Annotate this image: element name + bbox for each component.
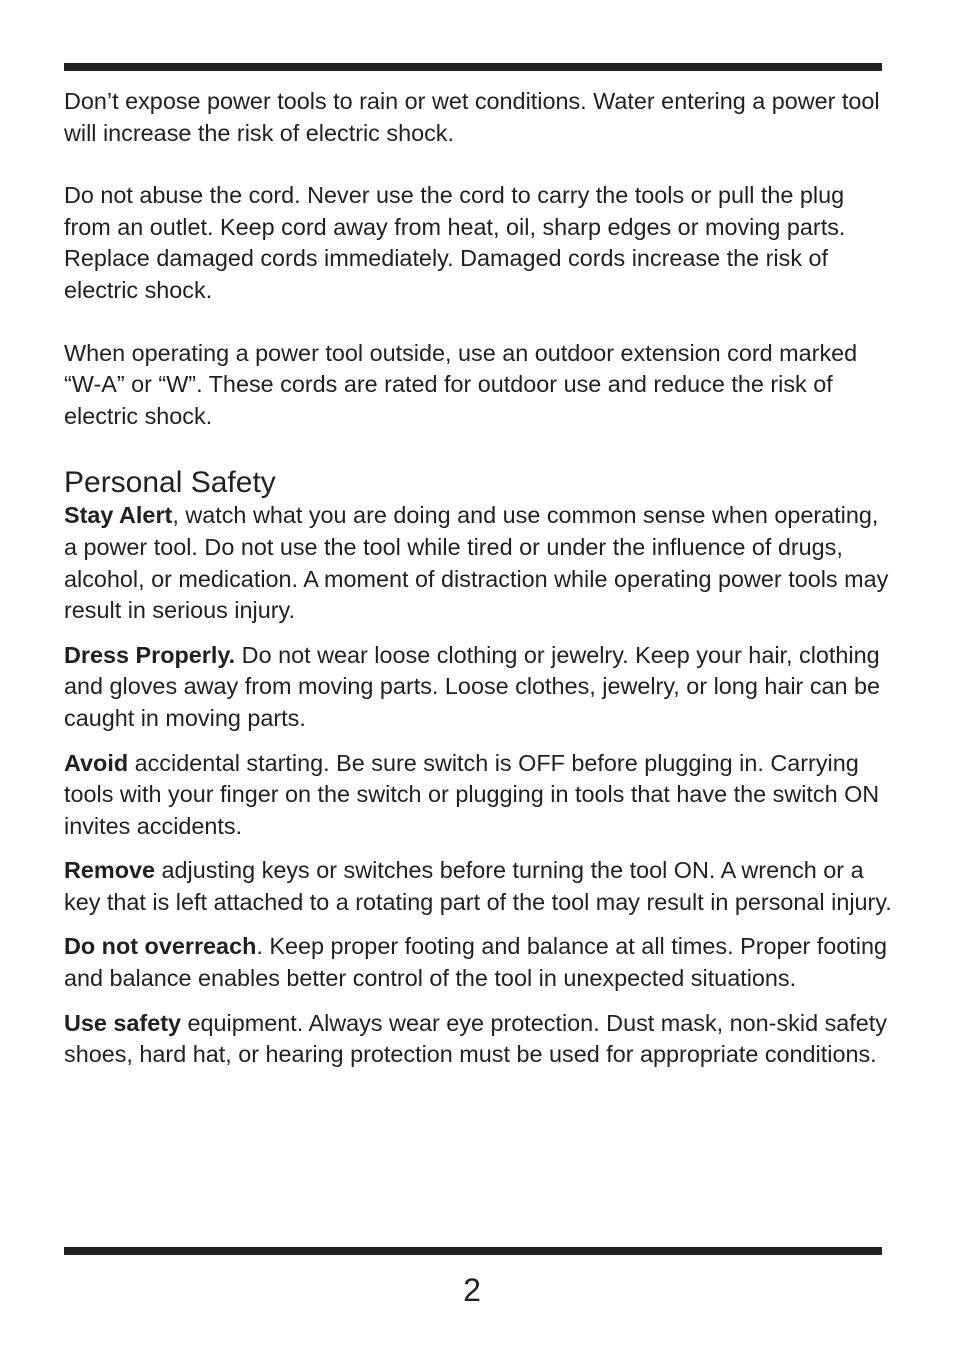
paragraph-cord-abuse: Do not abuse the cord. Never use the cord to carry the tools or pull the plug from an outlet. Keep cord away from heat, oil, sharp edges or moving parts. Replace damaged cords immediately. Damaged cords increase the risk of electric shock.: [64, 182, 846, 303]
item-lead: Stay Alert: [64, 502, 173, 529]
safety-item-do-not-overreach: [64, 931, 894, 994]
item-lead: Use safety: [64, 1009, 182, 1036]
safety-item-use-safety: [64, 1008, 894, 1071]
page-content: [64, 86, 894, 1071]
item-lead: Avoid: [64, 749, 129, 776]
top-rule: [64, 63, 882, 71]
paragraph-outdoor-extension-cord: When operating a power tool outside, use an outdoor extension cord marked “W-A” or “W”. These cords are rated for outdoor use and reduce the risk of electric shock.: [64, 339, 858, 429]
page-number: 2: [463, 1272, 481, 1308]
item-text: equipment. Always wear eye protection. Dust mask, non-skid safety shoes, hard hat, or hearing protection must be used for appropriate conditions.: [64, 1009, 887, 1068]
item-lead: Remove: [64, 857, 156, 884]
item-text: accidental starting. Be sure switch is OFF before plugging in. Carrying tools with your finger on the switch or plugging in tools that have the switch ON invites accidents.: [64, 749, 880, 839]
item-lead: Do not overreach: [64, 933, 257, 960]
safety-item-stay-alert: [64, 500, 894, 626]
item-text: , watch what you are doing and use common sense when operating, a power tool. Do not use the tool while tired or under the influence of drugs, alcohol, or medication. A moment of distraction while operating power tools may result in serious injury.: [64, 502, 889, 624]
item-lead: Dress Properly.: [64, 641, 236, 668]
safety-item-avoid: [64, 748, 894, 843]
paragraph-wet-conditions: Don’t expose power tools to rain or wet conditions. Water entering a power tool will increase the risk of electric shock.: [64, 88, 880, 146]
item-text: . Keep proper footing and balance at all times. Proper footing and balance enables better control of the tool in unexpected situations.: [64, 933, 888, 992]
item-text: Do not wear loose clothing or jewelry. Keep your hair, clothing and gloves away from moving parts. Loose clothes, jewelry, or long hair can be caught in moving parts.: [64, 641, 881, 731]
bottom-rule: [64, 1247, 882, 1255]
item-text: adjusting keys or switches before turning the tool ON. A wrench or a key that is left attached to a rotating part of the tool may result in personal injury.: [64, 857, 892, 915]
safety-item-remove: [64, 855, 894, 918]
section-heading: Personal Safety: [64, 466, 276, 500]
safety-item-dress-properly: [64, 640, 894, 735]
